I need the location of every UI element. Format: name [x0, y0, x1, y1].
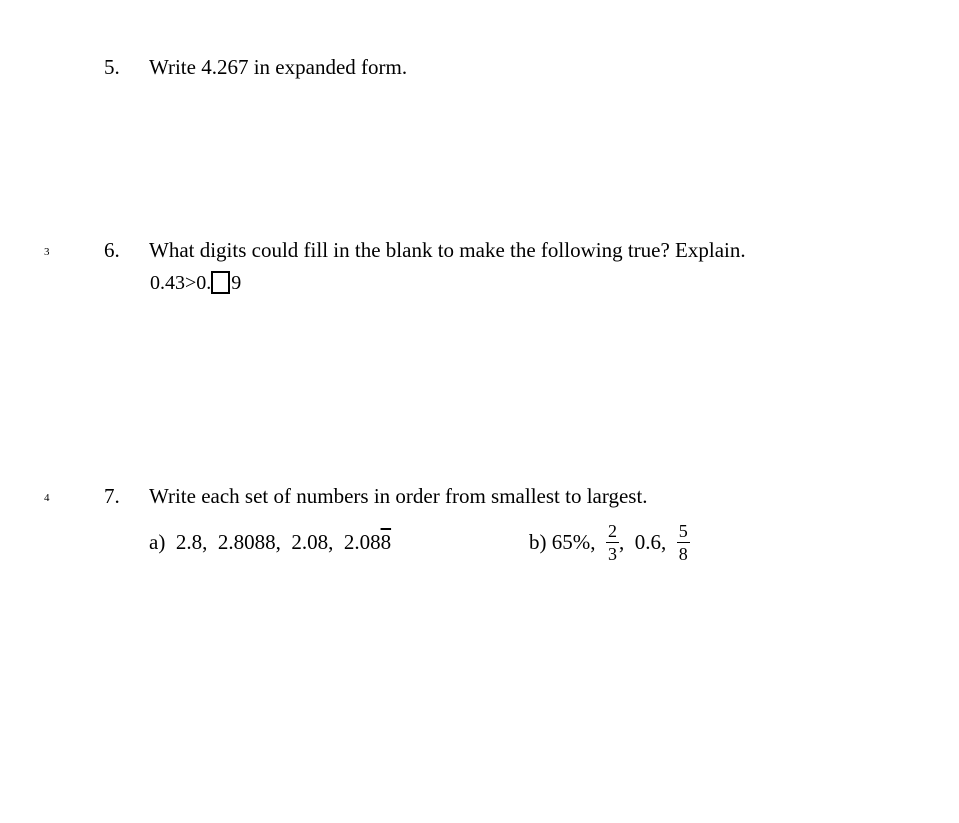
repeating-base: 2.08	[343, 530, 381, 554]
question-6-expression	[150, 271, 241, 295]
part-b-percent: 65%,	[551, 530, 596, 554]
fraction-denominator: 8	[678, 543, 688, 564]
fraction-separator: ,	[619, 530, 625, 554]
part-a-item: 2.8088,	[217, 530, 281, 554]
part-b-decimal: 0.6,	[634, 530, 667, 554]
question-7-text: Write each set of numbers in order from smallest to largest.	[149, 484, 648, 508]
fraction-five-eighths	[677, 522, 690, 563]
expression-operator: >	[185, 272, 197, 294]
part-a-item: 2.8,	[175, 530, 208, 554]
part-a-label: a)	[149, 530, 166, 554]
expression-prefix: 0.	[196, 272, 212, 294]
blank-box	[211, 271, 230, 294]
expression-left-value: 0.43	[150, 272, 185, 294]
fraction-denominator: 3	[608, 543, 617, 564]
fraction-numerator: 5	[678, 520, 688, 541]
margin-label-4: 4	[44, 492, 50, 504]
expression-suffix: 9	[231, 272, 242, 294]
fraction-two-thirds	[606, 522, 619, 563]
question-6-number: 6.	[104, 238, 120, 262]
question-6-text: What digits could fill in the blank to make the following true? Explain.	[149, 238, 746, 262]
question-5-number: 5.	[104, 55, 120, 79]
question-5-text: Write 4.267 in expanded form.	[149, 55, 408, 79]
repeating-digit: 8	[380, 530, 392, 554]
part-a-item: 2.08,	[291, 530, 334, 554]
margin-label-3: 3	[44, 246, 50, 258]
question-7-number: 7.	[104, 484, 120, 508]
part-b-label: b)	[529, 530, 547, 554]
part-a-repeating-decimal	[344, 530, 391, 554]
fraction-numerator: 2	[608, 520, 617, 541]
part-a	[149, 530, 391, 554]
part-b	[529, 517, 690, 567]
